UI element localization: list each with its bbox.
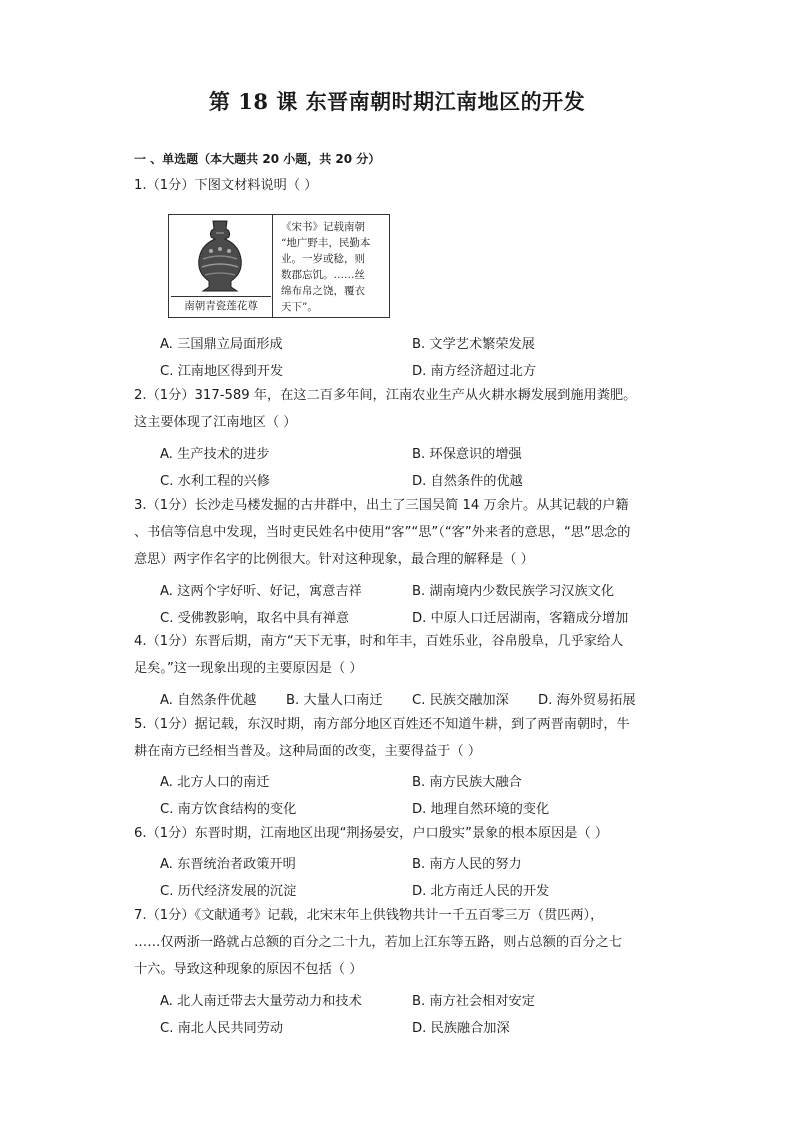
- quote-line: 数郡忘饥。……丝: [281, 269, 365, 281]
- question-1-stem: 1.（1分）下图文材料说明（ ）: [134, 178, 318, 193]
- option-c[interactable]: C. 江南地区得到开发: [160, 364, 284, 379]
- option-b[interactable]: B. 南方民族大融合: [412, 775, 522, 790]
- lotus-vase-icon: [169, 215, 271, 297]
- option-a[interactable]: A. 三国鼎立局面形成: [160, 337, 283, 352]
- option-b[interactable]: B. 环保意识的增强: [412, 447, 522, 462]
- quote-line: 业。一岁或稔，则: [281, 253, 365, 265]
- figure-quote: [281, 219, 387, 315]
- option-c[interactable]: C. 南北人民共同劳动: [160, 1021, 284, 1036]
- option-d[interactable]: D. 北方南迁人民的开发: [412, 884, 550, 899]
- option-d[interactable]: D. 自然条件的优越: [412, 474, 523, 489]
- option-a[interactable]: A. 生产技术的进步: [160, 447, 270, 462]
- quote-line: 天下”。: [281, 301, 318, 313]
- question-3: [134, 492, 674, 573]
- question-6-stem: 6.（1分）东晋时期，江南地区出现“荆扬晏安，户口殷实”景象的根本原因是（ ）: [134, 826, 609, 841]
- option-b[interactable]: B. 南方人民的努力: [412, 857, 522, 872]
- option-a[interactable]: A. 自然条件优越: [160, 693, 257, 708]
- question-4-stem: 4.（1分）东晋后期，南方“天下无事，时和年丰，百姓乐业，谷帛殷阜，几乎家给人: [134, 634, 624, 649]
- option-a[interactable]: A. 这两个字好听、好记，寓意吉祥: [160, 584, 362, 599]
- question-5-stem: 5.（1分）据记载，东汉时期，南方部分地区百姓还不知道牛耕，到了两晋南朝时，牛: [134, 717, 630, 732]
- question-7-stem: 7.（1分）《文献通考》记载，北宋末年上供钱物共计一千五百零三万（贯匹两），: [134, 908, 604, 923]
- question-5: [134, 711, 674, 765]
- page-title: 第 18 课 东晋南朝时期江南地区的开发: [208, 89, 586, 114]
- question-3-stem: 3.（1分）长沙走马楼发掘的古井群中，出土了三国吴简 14 万余片。从其记载的户籍: [134, 498, 629, 513]
- option-b[interactable]: B. 大量人口南迁: [286, 693, 383, 708]
- question-6: [134, 820, 674, 847]
- quote-line: 绵布帛之饶，覆衣: [281, 285, 365, 297]
- option-a[interactable]: A. 东晋统治者政策开明: [160, 857, 296, 872]
- question-2-stem: 这主要体现了江南地区（ ）: [134, 415, 297, 430]
- question-7: [134, 902, 674, 983]
- question-7-stem: ……仅两浙一路就占总额的百分之二十九，若加上江东等五路，则占总额的百分之七: [134, 935, 622, 950]
- question-1-figure: [168, 214, 390, 318]
- question-5-stem: 耕在南方已经相当普及。这种局面的改变，主要得益于（ ）: [134, 744, 482, 759]
- question-3-stem: 意思）两字作名字的比例很大。针对这种现象，最合理的解释是（ ）: [134, 552, 534, 567]
- question-1: [134, 172, 674, 199]
- option-d[interactable]: D. 南方经济超过北方: [412, 364, 537, 379]
- option-b[interactable]: B. 湖南境内少数民族学习汉族文化: [412, 584, 615, 599]
- quote-line: “地广野丰，民勤本: [281, 237, 371, 249]
- option-a[interactable]: A. 北人南迁带去大量劳动力和技术: [160, 994, 362, 1009]
- question-3-stem: 、书信等信息中发现，当时吏民姓名中使用“客”“思”（“客”外来者的意思，“思”思念的: [134, 525, 631, 540]
- vase-image: [169, 215, 273, 317]
- question-2: [134, 382, 674, 436]
- option-d[interactable]: D. 海外贸易拓展: [538, 693, 636, 708]
- option-d[interactable]: D. 民族融合加深: [412, 1021, 510, 1036]
- question-7-stem: 十六。导致这种现象的原因不包括（ ）: [134, 962, 363, 977]
- option-d[interactable]: D. 地理自然环境的变化: [412, 802, 550, 817]
- option-c[interactable]: C. 南方饮食结构的变化: [160, 802, 297, 817]
- question-4: [134, 628, 674, 682]
- question-4-stem: 足矣。”这一现象出现的主要原因是（ ）: [134, 661, 363, 676]
- option-c[interactable]: C. 水利工程的兴修: [160, 474, 270, 489]
- figure-caption: 南朝青瓷莲花尊: [171, 296, 271, 315]
- option-c[interactable]: C. 民族交融加深: [412, 693, 509, 708]
- option-b[interactable]: B. 文学艺术繁荣发展: [412, 337, 535, 352]
- question-2-stem: 2.（1分）317-589 年，在这二百多年间，江南农业生产从火耕水耨发展到施用粪肥。: [134, 388, 637, 403]
- quote-line: 《宋书》记载南朝: [281, 221, 365, 233]
- option-c[interactable]: C. 历代经济发展的沉淀: [160, 884, 297, 899]
- option-d[interactable]: D. 中原人口迁居湖南，客籍成分增加: [412, 611, 629, 626]
- option-a[interactable]: A. 北方人口的南迁: [160, 775, 270, 790]
- option-c[interactable]: C. 受佛教影响，取名中具有禅意: [160, 611, 350, 626]
- option-b[interactable]: B. 南方社会相对安定: [412, 994, 535, 1009]
- section-heading: 一 、单选题（本大题共 20 小题，共 20 分）: [134, 152, 381, 166]
